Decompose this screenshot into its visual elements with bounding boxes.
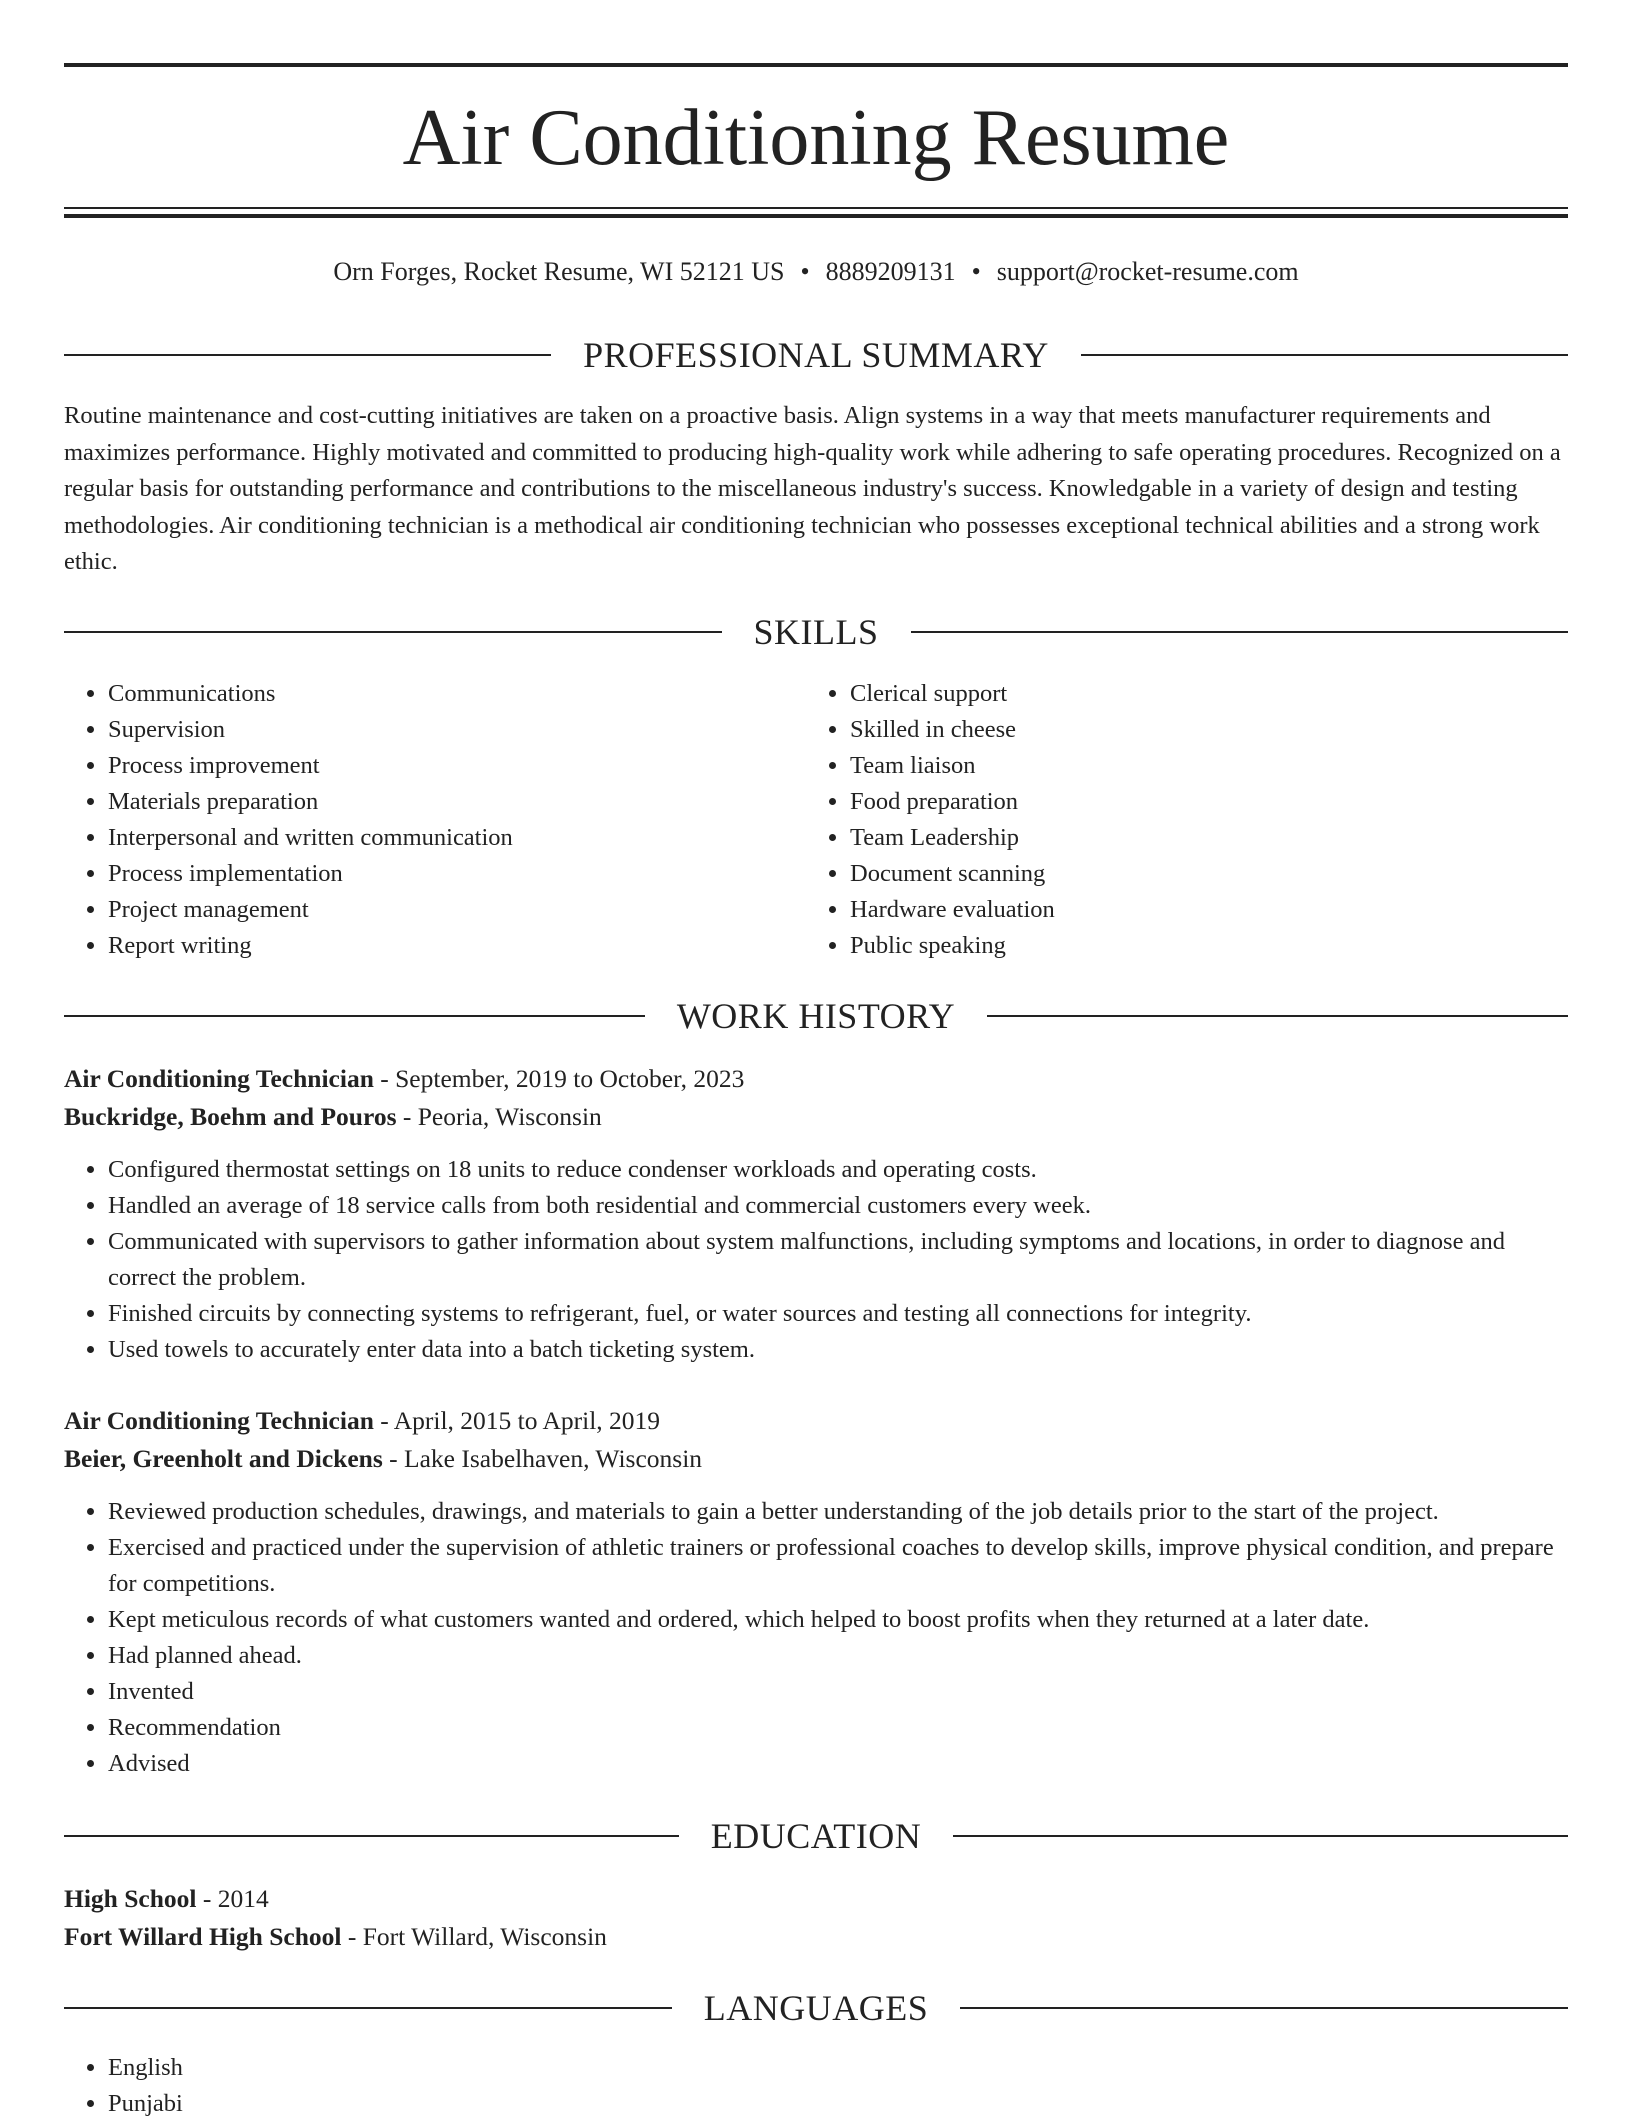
job-entry [64, 1402, 1568, 1782]
job-bullet: • Exercised and practiced under the supervision of athletic trainers or professional coaches to develop skills, improve physical condition, and prepare for competitions. [108, 1530, 1568, 1602]
language-item: • English [108, 2050, 1568, 2086]
section-header-education [64, 1812, 1568, 1860]
skill-item: • Public speaking [850, 928, 1486, 964]
section-rule [911, 631, 1569, 633]
section-title-work: WORK HISTORY [676, 996, 956, 1036]
job-company: Buckridge, Boehm and Pouros [64, 1102, 397, 1131]
job-bullet: • Kept meticulous records of what customers wanted and ordered, which helped to boost profits when they returned at a later date. [108, 1602, 1568, 1638]
section-title-skills: SKILLS [753, 612, 879, 652]
education-degree: High School [64, 1884, 197, 1913]
skill-item: • Project management [108, 892, 744, 928]
job-bullets [64, 1494, 1568, 1782]
section-header-summary [64, 331, 1568, 379]
job-title-line [64, 1060, 1568, 1098]
skills-column-right [806, 676, 1486, 964]
job-bullet: • Reviewed production schedules, drawings, and materials to gain a better understanding of the job details prior to the start of the project. [108, 1494, 1568, 1530]
job-company-line [64, 1098, 1568, 1136]
job-bullet: • Had planned ahead. [108, 1638, 1568, 1674]
skill-item: • Hardware evaluation [850, 892, 1486, 928]
section-title-summary: PROFESSIONAL SUMMARY [583, 335, 1049, 375]
skill-item: • Process implementation [108, 856, 744, 892]
section-header-work [64, 992, 1568, 1040]
job-title: Air Conditioning Technician [64, 1406, 374, 1435]
skill-item: • Team Leadership [850, 820, 1486, 856]
job-title-line [64, 1402, 1568, 1440]
section-rule [64, 1015, 645, 1017]
job-title: Air Conditioning Technician [64, 1064, 374, 1093]
skill-item: • Supervision [108, 712, 744, 748]
job-bullet: • Advised [108, 1746, 1568, 1782]
languages-list [64, 2050, 1568, 2122]
top-rule [64, 63, 1568, 67]
skill-item: • Document scanning [850, 856, 1486, 892]
section-rule [64, 631, 722, 633]
job-entry [64, 1060, 1568, 1368]
contact-address: Orn Forges, Rocket Resume, WI 52121 US [333, 257, 785, 286]
skills-column-left [64, 676, 744, 964]
contact-email: support@rocket-resume.com [996, 257, 1299, 286]
skill-item: • Clerical support [850, 676, 1486, 712]
skill-item: • Skilled in cheese [850, 712, 1486, 748]
job-bullet: • Invented [108, 1674, 1568, 1710]
summary-paragraph: Routine maintenance and cost-cutting initiatives are taken on a proactive basis. Align systems in a way that meets manufacturer requirements and maximizes performance. Highly motivated and committed to producing high-quality work while adhering to safe operating procedures. Recognized on a regular basis for outstanding performance and contributions to the miscellaneous industry's success. Knowledgable in a variety of design and testing methodologies. Air conditioning technician is a methodical air conditioning technician who possesses exceptional technical abilities and a strong work ethic. [64, 402, 1561, 575]
skill-item: • Food preparation [850, 784, 1486, 820]
job-location: - Peoria, Wisconsin [396, 1102, 602, 1131]
skill-item: • Team liaison [850, 748, 1486, 784]
education-degree-line [64, 1880, 1568, 1918]
section-rule [960, 2007, 1568, 2009]
education-year: - 2014 [196, 1884, 269, 1913]
section-title-languages: LANGUAGES [703, 1988, 929, 2028]
skill-item: • Interpersonal and written communication [108, 820, 744, 856]
skills-list-left [64, 676, 744, 964]
job-bullet: • Handled an average of 18 service calls from both residential and commercial customers every week. [108, 1188, 1568, 1224]
education-school-line [64, 1918, 1568, 1956]
job-company: Beier, Greenholt and Dickens [64, 1444, 383, 1473]
section-header-skills [64, 608, 1568, 656]
section-rule [953, 1835, 1568, 1837]
skill-item: • Communications [108, 676, 744, 712]
languages-list-wrapper [64, 2050, 1568, 2122]
section-rule [1081, 354, 1568, 356]
contact-line [64, 252, 1568, 292]
education-entry [64, 1880, 1568, 1956]
section-title-education: EDUCATION [710, 1816, 922, 1856]
job-bullet: • Configured thermostat settings on 18 units to reduce condenser workloads and operating costs. [108, 1152, 1568, 1188]
education-location: - Fort Willard, Wisconsin [341, 1922, 607, 1951]
contact-separator: • [971, 257, 981, 286]
language-item: • Punjabi [108, 2086, 1568, 2122]
job-dates: - April, 2015 to April, 2019 [373, 1406, 661, 1435]
skills-list-right [806, 676, 1486, 964]
job-bullet: • Finished circuits by connecting systems to refrigerant, fuel, or water sources and testing all connections for integrity. [108, 1296, 1568, 1332]
section-rule [64, 2007, 672, 2009]
job-bullets [64, 1152, 1568, 1368]
job-bullet: • Communicated with supervisors to gather information about system malfunctions, including symptoms and locations, in order to diagnose and correct the problem. [108, 1224, 1568, 1296]
job-company-line [64, 1440, 1568, 1478]
skill-item: • Process improvement [108, 748, 744, 784]
section-rule [64, 354, 551, 356]
section-rule [64, 1835, 679, 1837]
resume-title: Air Conditioning Resume [402, 94, 1230, 182]
contact-separator: • [800, 257, 810, 286]
job-location: - Lake Isabelhaven, Wisconsin [382, 1444, 703, 1473]
contact-phone: 8889209131 [825, 257, 956, 286]
title-double-rule [64, 207, 1568, 218]
job-bullet: • Used towels to accurately enter data into a batch ticketing system. [108, 1332, 1568, 1368]
section-rule [987, 1015, 1568, 1017]
section-header-languages [64, 1984, 1568, 2032]
skill-item: • Materials preparation [108, 784, 744, 820]
skill-item: • Report writing [108, 928, 744, 964]
education-school: Fort Willard High School [64, 1922, 342, 1951]
job-dates: - September, 2019 to October, 2023 [373, 1064, 745, 1093]
job-bullet: • Recommendation [108, 1710, 1568, 1746]
